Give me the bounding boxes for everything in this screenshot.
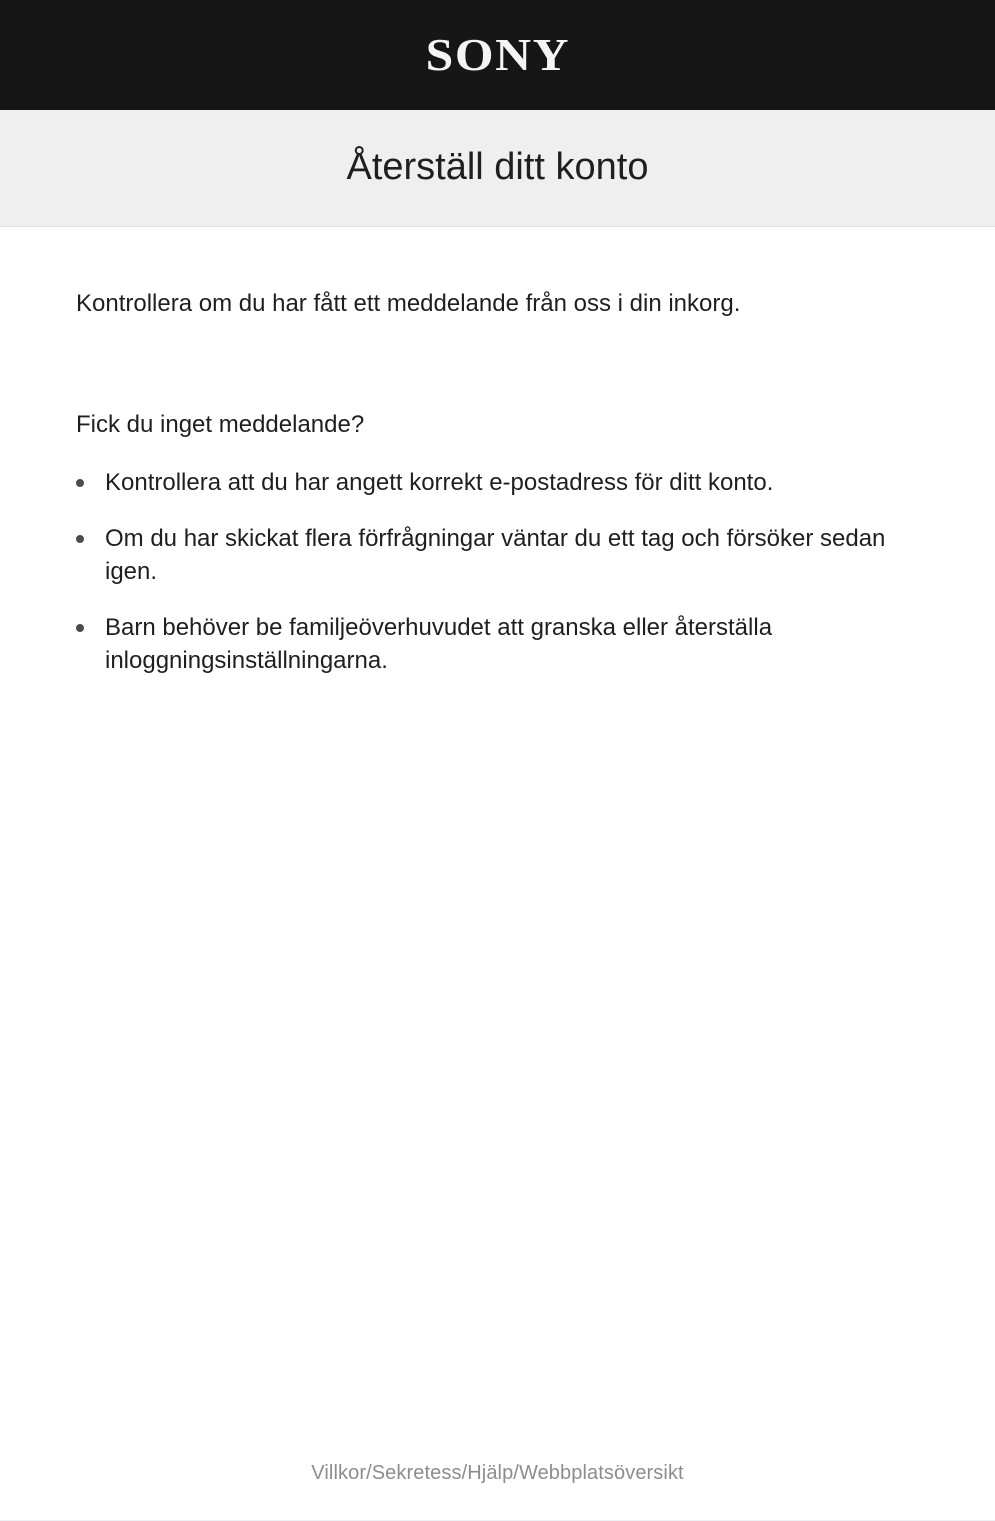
- page-footer: [0, 1425, 995, 1521]
- page-title-band: [0, 110, 995, 227]
- bullet-icon: [76, 479, 84, 487]
- page-title: Återställ ditt konto: [346, 146, 649, 189]
- list-item: [76, 522, 919, 588]
- tips-list: [76, 441, 919, 677]
- main-content: [0, 227, 995, 1425]
- sony-logo[interactable]: SONY: [425, 29, 570, 80]
- brand-header: [0, 0, 995, 110]
- list-item: [76, 466, 919, 499]
- list-item-label: Om du har skickat flera förfrågningar väntar du ett tag och försöker sedan igen.: [105, 525, 886, 585]
- intro-text: Kontrollera om du har fått ett meddelande från oss i din inkorg.: [76, 290, 741, 317]
- bullet-icon: [76, 535, 84, 543]
- footer-links[interactable]: Villkor/Sekretess/Hjälp/Webbplatsöversikt: [311, 1461, 684, 1484]
- bullet-icon: [76, 624, 84, 632]
- question-heading: Fick du inget meddelande?: [76, 411, 365, 438]
- list-item: [76, 611, 919, 677]
- list-item-label: Barn behöver be familjeöverhuvudet att granska eller återställa inloggningsinställningarna.: [105, 614, 773, 674]
- list-item-label: Kontrollera att du har angett korrekt e-postadress för ditt konto.: [105, 469, 774, 496]
